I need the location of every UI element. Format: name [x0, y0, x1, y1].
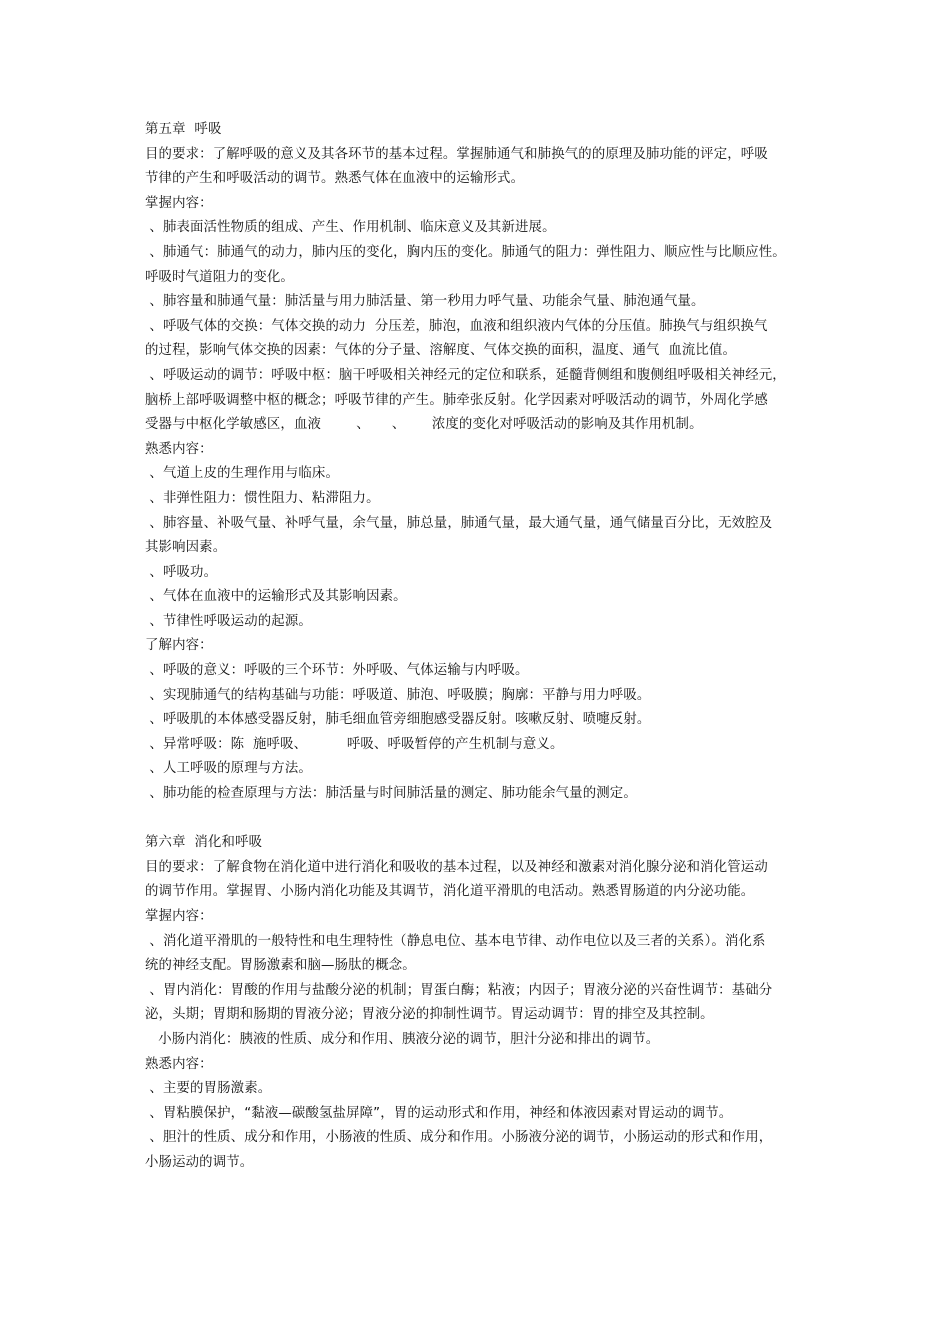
list-item: 、呼吸气体的交换：气体交换的动力 分压差，肺泡，血液和组织液内气体的分压值。肺换气与组织换气 [145, 318, 768, 334]
list-item: 、非弹性阻力：惯性阻力、粘滞阻力。 [145, 490, 380, 506]
list-item: 、主要的胃肠激素。 [145, 1081, 272, 1097]
list-item-continuation: 统的神经支配。胃肠激素和脑—肠肽的概念。 [145, 958, 416, 974]
chapter-spacer [145, 807, 815, 832]
list-item: 、肺容量和肺通气量：肺活量与用力肺活量、第一秒用力呼气量、功能余气量、肺泡通气量。 [145, 294, 705, 310]
list-item: 、胃内消化：胃酸的作用与盐酸分泌的机制；胃蛋白酶；粘液；内因子；胃液分泌的兴奋性调节：基础分 [145, 982, 773, 998]
list-item: 、胃粘膜保护，“黏液—碳酸氢盐屏障”，胃的运动形式和作用，神经和体液因素对胃运动的调节。 [145, 1105, 733, 1121]
list-item: 、肺功能的检查原理与方法：肺活量与时间肺活量的测定、肺功能余气量的测定。 [145, 786, 637, 802]
list-item: 、肺表面活性物质的组成、产生、作用机制、临床意义及其新进展。 [145, 220, 556, 236]
list-item: 、气体在血液中的运输形式及其影响因素。 [145, 589, 407, 605]
list-item: 、呼吸功。 [145, 564, 218, 580]
chapter6-goal-line: 目的要求：了解食物在消化道中进行消化和吸收的基本过程，以及神经和激素对消化腺分泌和消化管运动 [145, 859, 768, 875]
section-heading: 熟悉内容： [145, 441, 213, 457]
list-item: 、实现肺通气的结构基础与功能：呼吸道、肺泡、呼吸膜；胸廓：平静与用力呼吸。 [145, 687, 651, 703]
list-item: 、异常呼吸：陈 施呼吸、 呼吸、呼吸暂停的产生机制与意义。 [145, 736, 564, 752]
chapter6-title: 第六章 消化和呼吸 [145, 835, 263, 851]
list-item: 、肺容量、补吸气量、补呼气量，余气量，肺总量，肺通气量，最大通气量，通气储量百分比，无效腔及 [145, 515, 773, 531]
section-heading: 了解内容： [145, 638, 213, 654]
list-item: 、消化道平滑肌的一般特性和电生理特性（静息电位、基本电节律、动作电位以及三者的关系）。消化系 [145, 933, 766, 949]
list-item: 、呼吸运动的调节：呼吸中枢：脑干呼吸相关神经元的定位和联系，延髓背侧组和腹侧组呼吸相关神经元， [145, 367, 786, 383]
list-item-continuation: 呼吸时气道阻力的变化。 [145, 269, 294, 285]
section-heading: 掌握内容： [145, 195, 213, 211]
section-heading: 掌握内容： [145, 909, 213, 924]
list-item-continuation: 的过程，影响气体交换的因素：气体的分子量、溶解度、气体交换的面积，温度、通气 血流比值。 [145, 343, 737, 359]
list-item-continuation: 受器与中枢化学敏感区，血液 、 、 浓度的变化对呼吸活动的影响及其作用机制。 [145, 417, 703, 433]
list-item: 、胆汁的性质、成分和作用，小肠液的性质、成分和作用。小肠液分泌的调节，小肠运动的形式和作用， [145, 1130, 773, 1146]
list-item: 、节律性呼吸运动的起源。 [145, 613, 312, 629]
list-item-continuation: 其影响因素。 [145, 540, 227, 556]
section-heading: 熟悉内容： [145, 1056, 213, 1072]
list-item: 、呼吸的意义：呼吸的三个环节：外呼吸、气体运输与内呼吸。 [145, 663, 529, 679]
list-item: 、呼吸肌的本体感受器反射，肺毛细血管旁细胞感受器反射。咳嗽反射、喷嚏反射。 [145, 712, 651, 728]
chapter6-goal-line: 的调节作用。掌握胃、小肠内消化功能及其调节，消化道平滑肌的电活动。熟悉胃肠道的内分泌功能。 [145, 884, 755, 900]
list-item: 小肠内消化：胰液的性质、成分和作用、胰液分泌的调节，胆汁分泌和排出的调节。 [145, 1031, 660, 1047]
list-item: 、气道上皮的生理作用与临床。 [145, 466, 339, 482]
list-item-continuation: 小肠运动的调节。 [145, 1154, 254, 1170]
list-item-continuation: 脑桥上部呼吸调整中枢的概念；呼吸节律的产生。肺牵张反射。化学因素对呼吸活动的调节，外周化学感 [145, 392, 768, 408]
chapter5-goal-line: 目的要求：了解呼吸的意义及其各环节的基本过程。掌握肺通气和肺换气的的原理及肺功能的评定，呼吸 [145, 146, 768, 162]
list-item: 、人工呼吸的原理与方法。 [145, 761, 312, 777]
chapter5-title: 第五章 呼吸 [145, 122, 222, 137]
chapter5-goal-line: 节律的产生和呼吸活动的调节。熟悉气体在血液中的运输形式。 [145, 171, 525, 187]
list-item: 、肺通气：肺通气的动力，肺内压的变化，胸内压的变化。肺通气的阻力：弹性阻力、顺应性与比顺应性。 [145, 244, 786, 260]
document-page [145, 118, 815, 1176]
list-item-continuation: 泌，头期；胃期和肠期的胃液分泌；胃液分泌的抑制性调节。胃运动调节：胃的排空及其控制。 [145, 1007, 714, 1023]
